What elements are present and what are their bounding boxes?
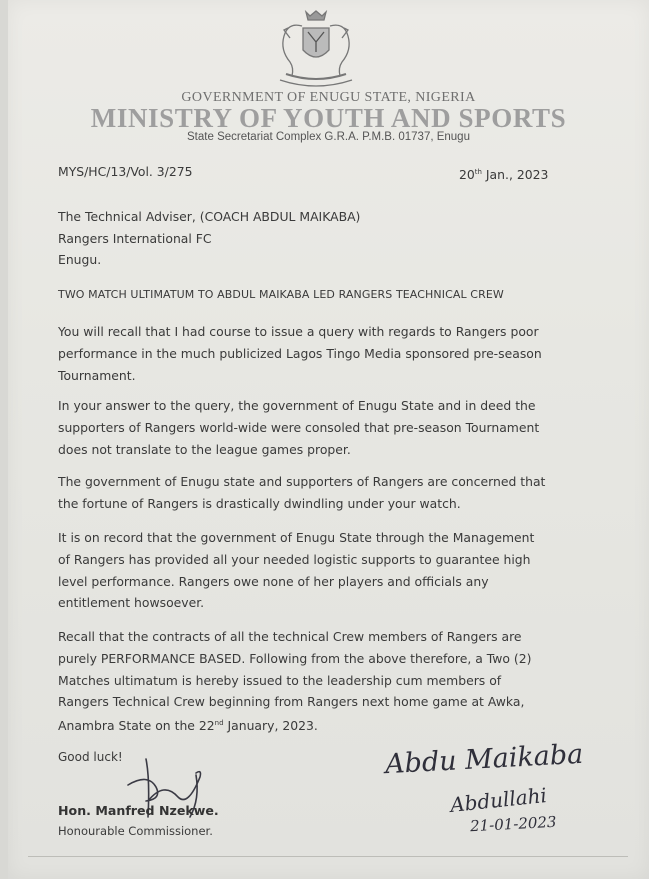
- paragraph-2: In your answer to the query, the government of Enugu State and in deed the supporters of Rangers world-wide were consoled that pre-season Tournament does not translate to the league games proper.: [58, 398, 540, 457]
- handwritten-date: 21-01-2023: [469, 812, 557, 836]
- letter-date: 20th Jan., 2023: [459, 167, 549, 182]
- ministry-address: State Secretariat Complex G.R.A. P.M.B. 01737, Enugu: [187, 131, 470, 143]
- paragraph-4: It is on record that the government of Enugu State through the Management of Rangers has provided all your needed logistic supports to guarantee high level performance. Rangers owe none of her players and officials any entitlement howsoever.: [58, 530, 535, 611]
- recipient-address: [58, 206, 360, 271]
- signatory-name: Hon. Manfred Nzekwe.: [58, 803, 219, 818]
- address-line: Enugu.: [58, 252, 102, 267]
- government-header: GOVERNMENT OF ENUGU STATE, NIGERIA: [181, 90, 476, 105]
- paragraph-5: Recall that the contracts of all the technical Crew members of Rangers are purely PERFORMANCE BASED. Following from the above therefore, a Two (2) Matches ultimatum is hereby issued to the leadership cum members of Rangers Technical Crew beginning from Rangers next home game at Awka, Anambra State on the 22nd January, 2023.: [58, 629, 532, 734]
- address-line: Rangers International FC: [58, 230, 212, 246]
- address-line: The Technical Adviser, (COACH ABDUL MAIKABA): [58, 209, 361, 224]
- coat-of-arms-seal: [266, 8, 366, 88]
- ministry-header: MINISTRY OF YOUTH AND SPORTS: [90, 103, 567, 133]
- closing-text: Good luck!: [58, 750, 123, 764]
- reference-number: MYS/HC/13/Vol. 3/275: [58, 164, 193, 179]
- letter-page: [8, 0, 649, 879]
- signatory-title: Honourable Commissioner.: [58, 824, 213, 838]
- letter-subject: TWO MATCH ULTIMATUM TO ABDUL MAIKABA LED RANGERS TEACHNICAL CREW: [58, 288, 504, 301]
- paragraph-3: The government of Enugu state and supporters of Rangers are concerned that the fortune of Rangers is drastically dwindling under your watch.: [58, 474, 546, 511]
- page-edge-line: [28, 856, 628, 857]
- handwritten-signature: Abdullahi: [449, 782, 548, 818]
- paragraph-1: You will recall that I had course to issue a query with regards to Rangers poor performance in the much publicized Lagos Tingo Media sponsored pre-season Tournament.: [58, 324, 542, 383]
- handwritten-name: Abdu Maikaba: [384, 738, 584, 781]
